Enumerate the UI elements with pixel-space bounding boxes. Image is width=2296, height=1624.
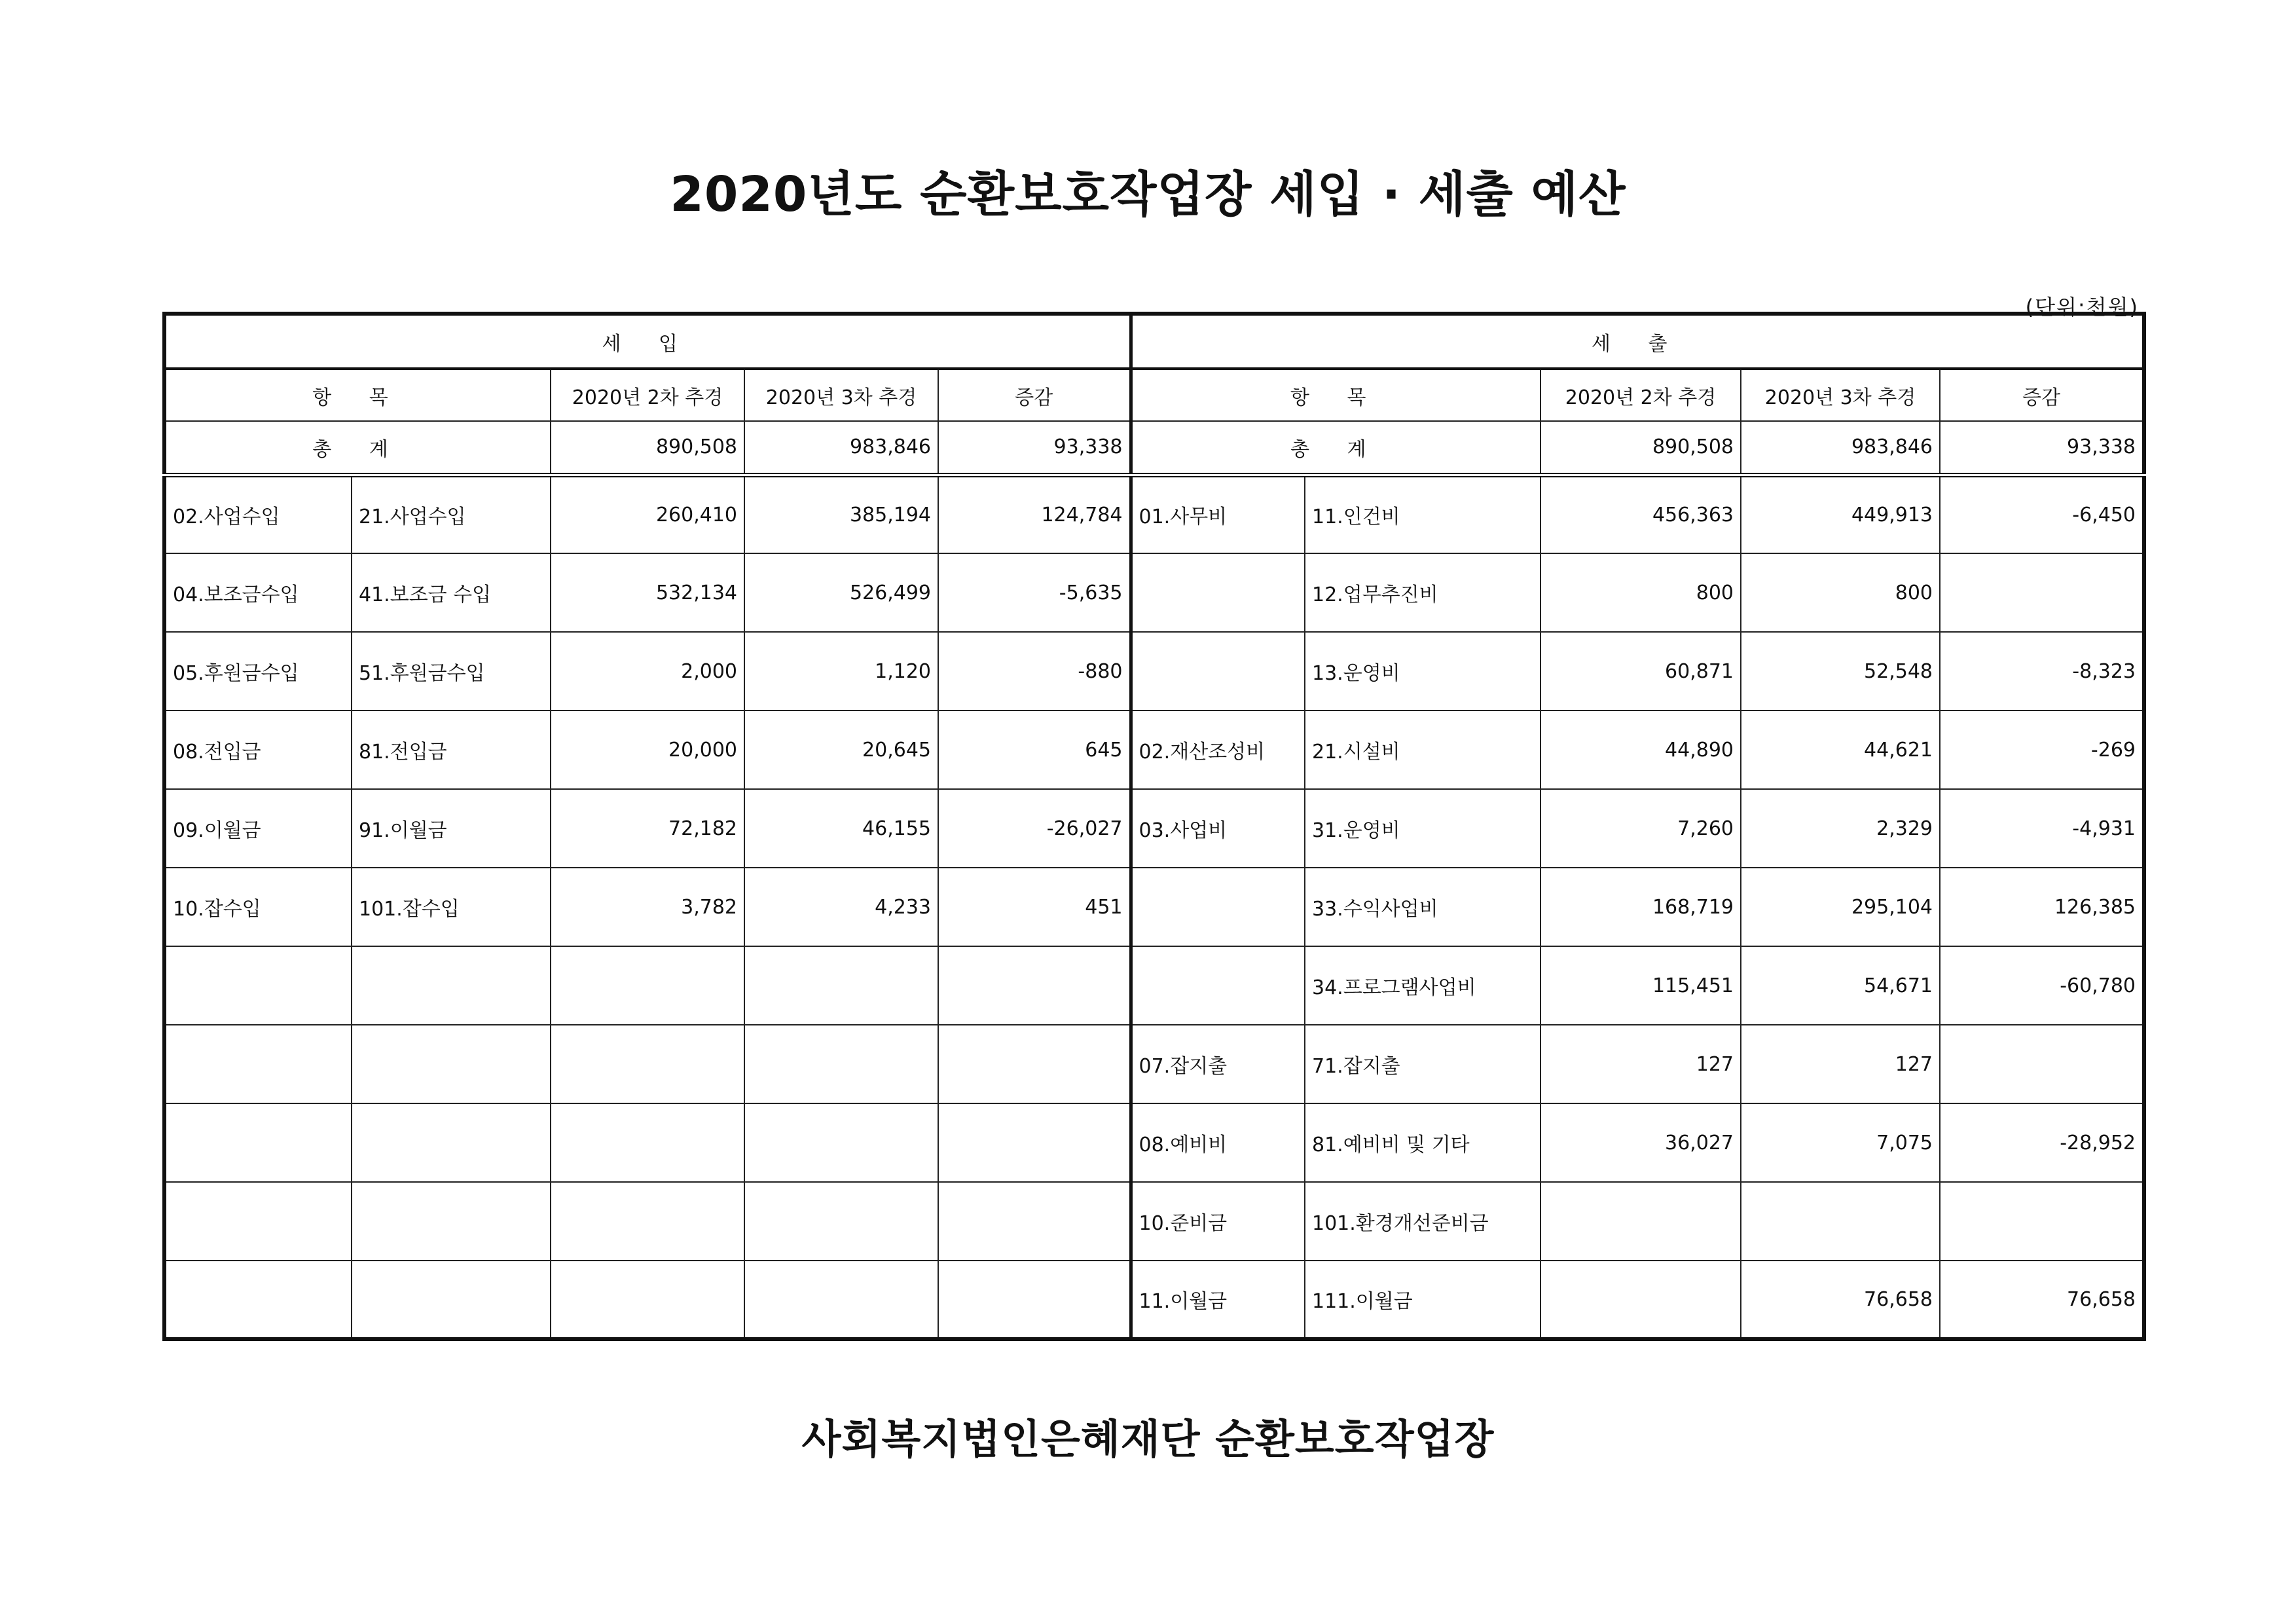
expense-subitem: 11.인건비 <box>1305 475 1540 553</box>
revenue-diff-value: -880 <box>938 632 1131 710</box>
revenue-3rd-value <box>744 1261 938 1339</box>
revenue-category: 04.보조금수입 <box>164 553 352 632</box>
expense-category <box>1131 632 1305 710</box>
expense-3rd-header: 2020년 3차 추경 <box>1741 369 1940 421</box>
expense-total-label: 총 계 <box>1131 421 1540 475</box>
expense-2nd-value: 127 <box>1540 1025 1741 1103</box>
expense-subitem: 34.프로그램사업비 <box>1305 946 1540 1025</box>
revenue-2nd-value <box>551 1182 744 1261</box>
expense-diff-value: -28,952 <box>1940 1103 2144 1182</box>
expense-total-2nd: 890,508 <box>1540 421 1741 475</box>
expense-2nd-value <box>1540 1261 1741 1339</box>
revenue-item-header: 항 목 <box>164 369 551 421</box>
revenue-subitem: 81.전입금 <box>352 710 551 789</box>
revenue-3rd-value <box>744 946 938 1025</box>
expense-2nd-value: 456,363 <box>1540 475 1741 553</box>
revenue-subitem: 51.후원금수입 <box>352 632 551 710</box>
revenue-3rd-value <box>744 1182 938 1261</box>
table-row <box>164 868 2144 946</box>
table-row <box>164 475 2144 553</box>
revenue-category: 09.이월금 <box>164 789 352 868</box>
expense-diff-value <box>1940 1025 2144 1103</box>
expense-section-label: 세 출 <box>1131 314 2144 369</box>
revenue-subitem: 41.보조금 수입 <box>352 553 551 632</box>
table-row <box>164 946 2144 1025</box>
expense-3rd-value: 449,913 <box>1741 475 1940 553</box>
revenue-2nd-value <box>551 1103 744 1182</box>
expense-subitem: 81.예비비 및 기타 <box>1305 1103 1540 1182</box>
expense-2nd-value: 36,027 <box>1540 1103 1741 1182</box>
revenue-total-label: 총 계 <box>164 421 551 475</box>
organization-footer: 사회복지법인은혜재단 순환보호작업장 <box>801 1415 1495 1463</box>
expense-category: 08.예비비 <box>1131 1103 1305 1182</box>
expense-3rd-value: 800 <box>1741 553 1940 632</box>
expense-3rd-value: 7,075 <box>1741 1103 1940 1182</box>
expense-3rd-value: 2,329 <box>1741 789 1940 868</box>
expense-2nd-value: 168,719 <box>1540 868 1741 946</box>
expense-diff-value: -269 <box>1940 710 2144 789</box>
revenue-2nd-value: 3,782 <box>551 868 744 946</box>
expense-3rd-value: 76,658 <box>1741 1261 1940 1339</box>
revenue-total-2nd: 890,508 <box>551 421 744 475</box>
table-row <box>164 1182 2144 1261</box>
expense-3rd-value: 44,621 <box>1741 710 1940 789</box>
table-row <box>164 1261 2144 1339</box>
expense-diff-value: -6,450 <box>1940 475 2144 553</box>
revenue-2nd-value: 72,182 <box>551 789 744 868</box>
revenue-diff-value: 645 <box>938 710 1131 789</box>
revenue-subitem <box>352 1025 551 1103</box>
table-row <box>164 553 2144 632</box>
expense-category <box>1131 553 1305 632</box>
expense-subitem: 71.잡지출 <box>1305 1025 1540 1103</box>
revenue-3rd-value <box>744 1025 938 1103</box>
expense-2nd-value: 115,451 <box>1540 946 1741 1025</box>
unit-label: (단위:천원) <box>2025 295 2139 320</box>
expense-category: 10.준비금 <box>1131 1182 1305 1261</box>
revenue-2nd-value: 2,000 <box>551 632 744 710</box>
revenue-diff-value <box>938 946 1131 1025</box>
expense-category: 01.사무비 <box>1131 475 1305 553</box>
table-row <box>164 1025 2144 1103</box>
table-row <box>164 789 2144 868</box>
expense-diff-header: 증감 <box>1940 369 2144 421</box>
expense-diff-value <box>1940 1182 2144 1261</box>
revenue-diff-value: 124,784 <box>938 475 1131 553</box>
revenue-category <box>164 1025 352 1103</box>
expense-2nd-header: 2020년 2차 추경 <box>1540 369 1741 421</box>
expense-diff-value <box>1940 553 2144 632</box>
revenue-2nd-value: 260,410 <box>551 475 744 553</box>
revenue-subitem: 91.이월금 <box>352 789 551 868</box>
revenue-subitem: 101.잡수입 <box>352 868 551 946</box>
expense-subitem: 33.수익사업비 <box>1305 868 1540 946</box>
expense-diff-value: 126,385 <box>1940 868 2144 946</box>
table-row <box>164 710 2144 789</box>
expense-3rd-value: 127 <box>1741 1025 1940 1103</box>
expense-diff-value: -4,931 <box>1940 789 2144 868</box>
expense-item-header: 항 목 <box>1131 369 1540 421</box>
revenue-category: 02.사업수입 <box>164 475 352 553</box>
expense-category <box>1131 946 1305 1025</box>
expense-subitem: 13.운영비 <box>1305 632 1540 710</box>
expense-2nd-value: 7,260 <box>1540 789 1741 868</box>
revenue-diff-header: 증감 <box>938 369 1131 421</box>
revenue-subitem <box>352 1103 551 1182</box>
revenue-3rd-header: 2020년 3차 추경 <box>744 369 938 421</box>
column-header-row <box>164 369 2144 421</box>
revenue-3rd-value: 20,645 <box>744 710 938 789</box>
expense-subitem: 31.운영비 <box>1305 789 1540 868</box>
expense-3rd-value <box>1741 1182 1940 1261</box>
revenue-category <box>164 1103 352 1182</box>
revenue-subitem <box>352 1261 551 1339</box>
revenue-diff-value <box>938 1182 1131 1261</box>
expense-subitem: 12.업무추진비 <box>1305 553 1540 632</box>
revenue-3rd-value: 46,155 <box>744 789 938 868</box>
revenue-3rd-value: 4,233 <box>744 868 938 946</box>
expense-category <box>1131 868 1305 946</box>
revenue-section-label: 세 입 <box>164 314 1131 369</box>
expense-diff-value: -60,780 <box>1940 946 2144 1025</box>
revenue-2nd-header: 2020년 2차 추경 <box>551 369 744 421</box>
revenue-2nd-value <box>551 946 744 1025</box>
revenue-3rd-value: 1,120 <box>744 632 938 710</box>
expense-diff-value: -8,323 <box>1940 632 2144 710</box>
expense-total-diff: 93,338 <box>1940 421 2144 475</box>
revenue-3rd-value: 385,194 <box>744 475 938 553</box>
budget-table <box>162 312 2146 1341</box>
total-row <box>164 421 2144 475</box>
revenue-category: 08.전입금 <box>164 710 352 789</box>
revenue-diff-value <box>938 1025 1131 1103</box>
revenue-2nd-value: 532,134 <box>551 553 744 632</box>
revenue-subitem <box>352 1182 551 1261</box>
revenue-category: 05.후원금수입 <box>164 632 352 710</box>
table-row <box>164 632 2144 710</box>
expense-2nd-value <box>1540 1182 1741 1261</box>
section-header-row <box>164 314 2144 369</box>
revenue-diff-value: 451 <box>938 868 1131 946</box>
expense-2nd-value: 800 <box>1540 553 1741 632</box>
revenue-category: 10.잡수입 <box>164 868 352 946</box>
expense-subitem: 111.이월금 <box>1305 1261 1540 1339</box>
expense-category: 07.잡지출 <box>1131 1025 1305 1103</box>
revenue-category <box>164 1261 352 1339</box>
expense-3rd-value: 54,671 <box>1741 946 1940 1025</box>
revenue-3rd-value <box>744 1103 938 1182</box>
revenue-total-3rd: 983,846 <box>744 421 938 475</box>
expense-2nd-value: 44,890 <box>1540 710 1741 789</box>
expense-subitem: 21.시설비 <box>1305 710 1540 789</box>
expense-3rd-value: 52,548 <box>1741 632 1940 710</box>
expense-subitem: 101.환경개선준비금 <box>1305 1182 1540 1261</box>
revenue-2nd-value: 20,000 <box>551 710 744 789</box>
revenue-diff-value <box>938 1103 1131 1182</box>
expense-2nd-value: 60,871 <box>1540 632 1741 710</box>
expense-category: 11.이월금 <box>1131 1261 1305 1339</box>
revenue-diff-value: -26,027 <box>938 789 1131 868</box>
revenue-2nd-value <box>551 1025 744 1103</box>
revenue-3rd-value: 526,499 <box>744 553 938 632</box>
revenue-diff-value: -5,635 <box>938 553 1131 632</box>
revenue-diff-value <box>938 1261 1131 1339</box>
expense-diff-value: 76,658 <box>1940 1261 2144 1339</box>
expense-total-3rd: 983,846 <box>1741 421 1940 475</box>
expense-3rd-value: 295,104 <box>1741 868 1940 946</box>
expense-category: 02.재산조성비 <box>1131 710 1305 789</box>
expense-category: 03.사업비 <box>1131 789 1305 868</box>
revenue-category <box>164 1182 352 1261</box>
revenue-total-diff: 93,338 <box>938 421 1131 475</box>
revenue-subitem <box>352 946 551 1025</box>
document-title: 2020년도 순환보호작업장 세입 · 세출 예산 <box>670 166 1626 223</box>
table-row <box>164 1103 2144 1182</box>
revenue-2nd-value <box>551 1261 744 1339</box>
revenue-subitem: 21.사업수입 <box>352 475 551 553</box>
revenue-category <box>164 946 352 1025</box>
